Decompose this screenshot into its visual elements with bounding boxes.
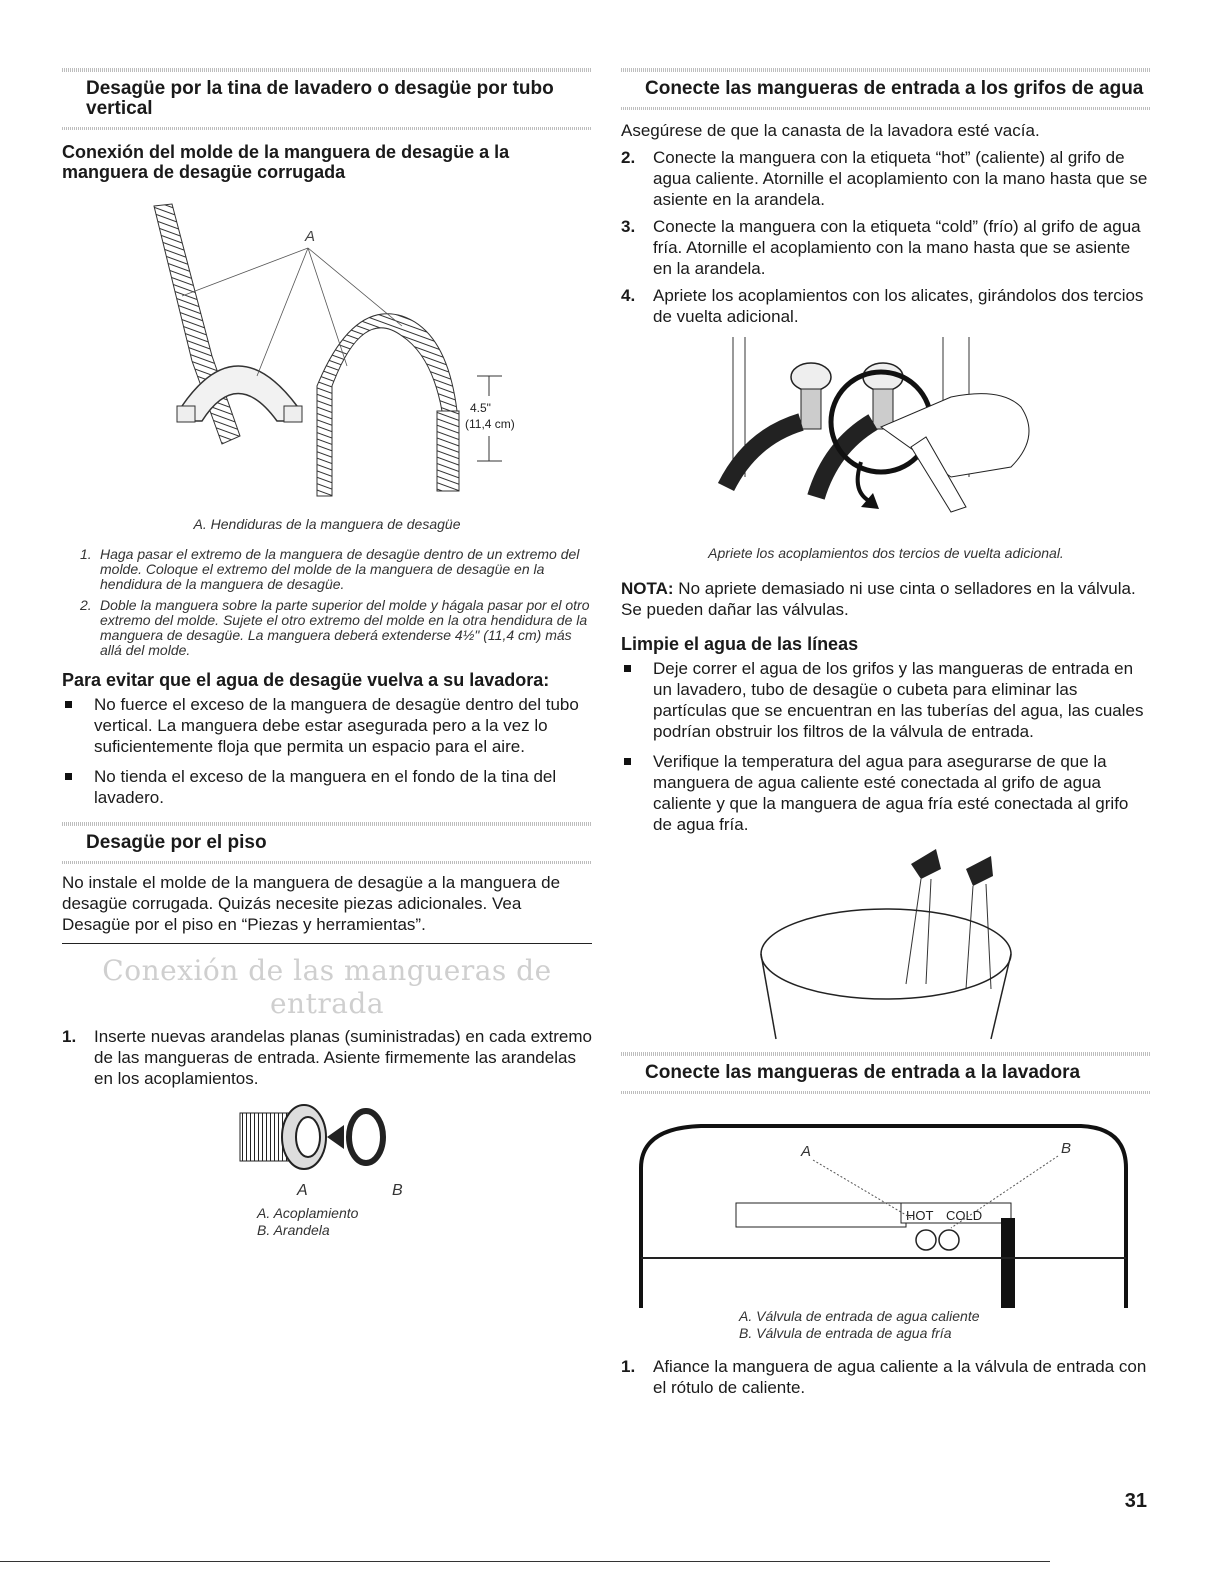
step-list	[62, 1026, 592, 1089]
step-number: 4.	[621, 286, 636, 305]
divider	[621, 1052, 1151, 1056]
fig-label-a: A	[801, 1143, 812, 1160]
step-list	[621, 147, 1151, 327]
drain-hose-illustration	[62, 186, 592, 516]
figure-caption-b: B. Arandela	[257, 1222, 330, 1238]
figure-caption-a: A. Válvula de entrada de agua caliente	[739, 1308, 980, 1324]
list-item	[621, 147, 1151, 210]
instruction-list	[80, 547, 592, 658]
coupling-washer-illustration	[62, 1095, 592, 1205]
list-item	[621, 1356, 1151, 1398]
item-text: No fuerce el exceso de la manguera de desagüe dentro del tubo vertical. La manguera debe estar asegurada pero a la vez lo suficientemente floja que permita un espacio para el aire.	[94, 695, 579, 756]
list-item	[80, 598, 592, 658]
figure-caption-a: A. Acoplamiento	[257, 1205, 359, 1221]
step-number: 3.	[621, 217, 636, 236]
step-text: Afiance la manguera de agua caliente a la válvula de entrada con el rótulo de caliente.	[653, 1357, 1147, 1397]
item-text: No tienda el exceso de la manguera en el fondo de la tina del lavadero.	[94, 767, 557, 807]
note-label: NOTA:	[621, 579, 674, 598]
step-number: 1.	[62, 1027, 77, 1046]
divider	[62, 127, 592, 130]
list-item	[62, 1026, 592, 1089]
divider	[621, 107, 1151, 110]
faucet-pliers-illustration	[621, 337, 1151, 537]
bucket-illustration	[621, 844, 1151, 1044]
list-item	[621, 658, 1151, 742]
bottom-rule	[0, 1561, 1050, 1562]
fig-label-b: B	[1061, 1140, 1072, 1157]
divider	[62, 822, 592, 826]
divider	[62, 861, 592, 864]
bullet-icon	[65, 773, 72, 780]
right-column	[621, 66, 1151, 1404]
figure-caption: Apriete los acoplamientos dos tercios de vuelta adicional.	[708, 545, 1064, 561]
section-title: Desagüe por el piso	[86, 832, 267, 853]
list-item	[80, 547, 592, 592]
section-title: Conecte las mangueras de entrada a los grifos de agua	[645, 78, 1144, 99]
washer-valves-figure	[621, 1108, 1151, 1308]
hot-valve-label: HOT	[906, 1208, 934, 1223]
step-number: 1.	[621, 1357, 636, 1376]
coupling-washer-figure	[62, 1095, 592, 1205]
fig-label-a: A	[305, 228, 316, 245]
bullet-list	[62, 694, 592, 808]
fig-label-b: B	[392, 1182, 403, 1199]
note-paragraph	[621, 578, 1151, 620]
item-number: 1.	[80, 546, 92, 562]
bullet-list	[621, 658, 1151, 835]
divider	[62, 68, 592, 72]
list-item	[62, 694, 592, 757]
step-text: Apriete los acoplamientos con los alicates, girándolos dos tercios de vuelta adicional.	[653, 286, 1144, 326]
page-section-title: Conexión de las mangueras de entrada	[102, 954, 552, 1020]
faucet-pliers-figure	[621, 337, 1151, 537]
step-text: Conecte la manguera con la etiqueta “hot” (caliente) al grifo de agua caliente. Atornille el acoplamiento con la mano hasta que se asiente en la arandela.	[653, 148, 1148, 209]
section-title: Desagüe por la tina de lavadero o desagüe por tubo vertical	[86, 78, 554, 119]
fig-label-a: A	[297, 1182, 308, 1199]
paragraph: Asegúrese de que la canasta de la lavadora esté vacía.	[621, 121, 1040, 140]
bullet-icon	[624, 665, 631, 672]
step-text: Inserte nuevas arandelas planas (suministradas) en cada extremo de las mangueras de entrada. Asiente firmemente las arandelas en los acoplamientos.	[94, 1027, 592, 1088]
dimension-cm: (11,4 cm)	[465, 417, 515, 431]
divider	[62, 943, 592, 944]
bullet-icon	[65, 701, 72, 708]
bullet-icon	[624, 758, 631, 765]
washer-back-illustration	[621, 1108, 1151, 1308]
list-item	[621, 216, 1151, 279]
item-text: Verifique la temperatura del agua para asegurarse de que la manguera de agua caliente esté conectada al grifo de agua caliente y que la manguera de agua fría esté conectada al grifo de agua fría.	[653, 752, 1129, 834]
subsection-title: Para evitar que el agua de desagüe vuelva a su lavadora:	[62, 670, 550, 690]
divider	[621, 68, 1151, 72]
list-item	[62, 766, 592, 808]
step-number: 2.	[621, 148, 636, 167]
bucket-figure	[621, 844, 1151, 1044]
section-title: Conecte las mangueras de entrada a la lavadora	[645, 1062, 1081, 1083]
divider	[621, 1091, 1151, 1094]
item-text: Deje correr el agua de los grifos y las mangueras de entrada en un lavadero, tubo de desagüe o cubeta para eliminar las partículas que se encuentran en las tuberías del agua, las cuales podrían obstruir los filtros de la válvula de entrada.	[653, 659, 1144, 741]
left-column	[62, 66, 592, 1239]
step-text: Conecte la manguera con la etiqueta “cold” (frío) al grifo de agua fría. Atornille el acoplamiento con la mano hasta que se asiente en la arandela.	[653, 217, 1141, 278]
list-item	[621, 751, 1151, 835]
item-text: Doble la manguera sobre la parte superior del molde y hágala pasar por el otro extremo del molde. Sujete el otro extremo del molde en la otra hendidura de la manguera de desagüe. La manguera deberá extenderse 4½" (11,4 cm) más allá del molde.	[100, 597, 590, 658]
step-list	[621, 1356, 1151, 1398]
paragraph: No instale el molde de la manguera de desagüe a la manguera de desagüe corrugada. Quizás necesite piezas adicionales. Vea Desagüe por el piso en “Piezas y herramientas”.	[62, 873, 561, 934]
item-text: Haga pasar el extremo de la manguera de desagüe dentro de un extremo del molde. Coloque el extremo del molde de la manguera de desagüe en la hendidura de la manguera de desagüe.	[100, 546, 580, 592]
cold-valve-label: COLD	[946, 1208, 983, 1223]
subsection-title: Conexión del molde de la manguera de desagüe a la manguera de desagüe corrugada	[62, 142, 510, 182]
figure-caption: A. Hendiduras de la manguera de desagüe	[193, 516, 461, 532]
list-item	[621, 285, 1151, 327]
subsection-title: Limpie el agua de las líneas	[621, 634, 859, 654]
note-text: No apriete demasiado ni use cinta o selladores en la válvula. Se pueden dañar las válvulas.	[621, 579, 1136, 619]
figure-caption-b: B. Válvula de entrada de agua fría	[739, 1325, 952, 1341]
item-number: 2.	[80, 597, 92, 613]
dimension-inches: 4.5"	[470, 401, 491, 415]
page-number: 31	[1124, 1490, 1147, 1512]
drain-hose-form-figure	[62, 186, 592, 516]
